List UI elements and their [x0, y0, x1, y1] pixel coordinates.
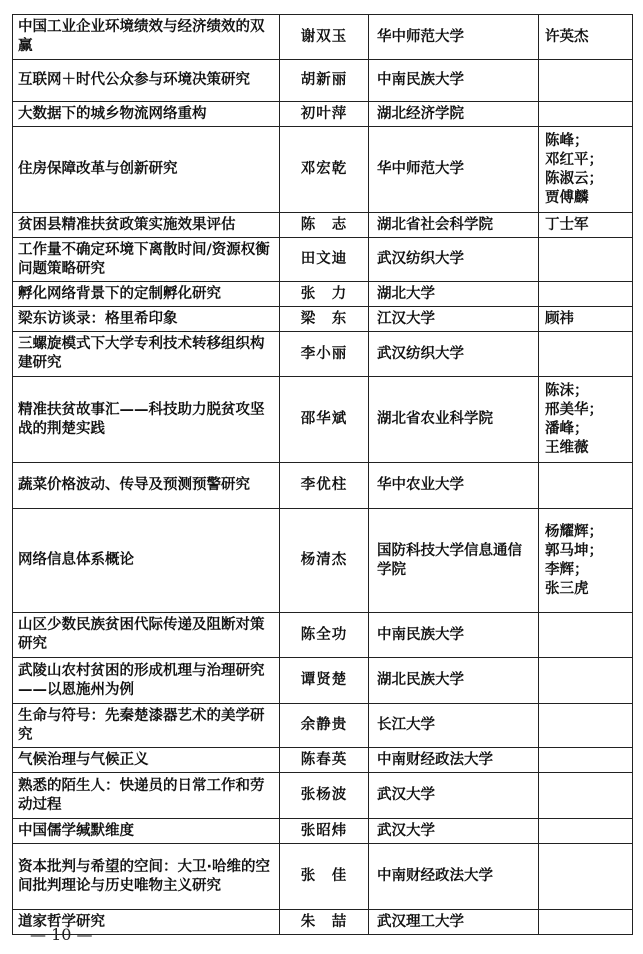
table-row	[13, 15, 633, 60]
cooperators-cell	[539, 15, 633, 60]
institution-cell: 华中师范大学	[369, 15, 539, 60]
table-row	[13, 332, 633, 377]
principal-name-cell: 余静贵	[280, 704, 369, 748]
project-title-cell: 精准扶贫故事汇——科技助力脱贫攻坚战的荆楚实践	[13, 377, 280, 463]
institution-cell: 湖北省社会科学院	[369, 213, 539, 238]
institution-cell: 中南民族大学	[369, 60, 539, 102]
cooperators-cell	[539, 307, 633, 332]
table-row	[13, 658, 633, 704]
table-row	[13, 377, 633, 463]
cooperators-cell	[539, 819, 633, 844]
principal-name-cell: 胡新丽	[280, 60, 369, 102]
cooperator-name: 许英杰	[545, 28, 589, 45]
institution-cell: 中南民族大学	[369, 613, 539, 658]
institution-cell: 武汉纺织大学	[369, 332, 539, 377]
cooperators-cell	[539, 748, 633, 773]
project-title-cell: 贫困县精准扶贫政策实施效果评估	[13, 213, 280, 238]
principal-name-cell: 张 佳	[280, 844, 369, 910]
institution-cell: 武汉理工大学	[369, 910, 539, 935]
institution-cell: 华中师范大学	[369, 127, 539, 213]
cooperator-name: 邢美华；	[545, 401, 603, 418]
table-row	[13, 748, 633, 773]
cooperators-cell	[539, 704, 633, 748]
cooperator-name: 郭马坤；	[545, 542, 603, 559]
project-title-cell: 梁东访谈录：格里希印象	[13, 307, 280, 332]
cooperator-name: 潘峰；	[545, 420, 589, 437]
cooperator-name: 杨耀辉；	[545, 523, 603, 540]
principal-name-cell: 李小丽	[280, 332, 369, 377]
institution-cell: 湖北大学	[369, 282, 539, 307]
institution-cell: 武汉纺织大学	[369, 238, 539, 282]
project-title-cell: 孵化网络背景下的定制孵化研究	[13, 282, 280, 307]
table-row	[13, 60, 633, 102]
cooperator-name: 王维薇	[545, 439, 589, 456]
principal-name-cell: 邵华斌	[280, 377, 369, 463]
cooperators-cell	[539, 127, 633, 213]
cooperators-cell	[539, 773, 633, 819]
table-row	[13, 509, 633, 613]
principal-name-cell: 朱 喆	[280, 910, 369, 935]
principal-name-cell: 张杨波	[280, 773, 369, 819]
results-table-container	[12, 14, 632, 935]
project-title-cell: 三螺旋模式下大学专利技术转移组织构建研究	[13, 332, 280, 377]
table-row	[13, 819, 633, 844]
cooperator-name: 邓红平；	[545, 151, 603, 168]
principal-name-cell: 陈全功	[280, 613, 369, 658]
institution-cell: 华中农业大学	[369, 463, 539, 509]
table-row	[13, 213, 633, 238]
principal-name-cell: 谭贤楚	[280, 658, 369, 704]
principal-name-cell: 陈 志	[280, 213, 369, 238]
project-title-cell: 道家哲学研究	[13, 910, 280, 935]
institution-cell: 中南财经政法大学	[369, 748, 539, 773]
cooperators-cell	[539, 844, 633, 910]
cooperator-name: 李辉；	[545, 561, 589, 578]
cooperator-name: 顾祎	[545, 310, 574, 327]
project-title-cell: 住房保障改革与创新研究	[13, 127, 280, 213]
project-title-cell: 蔬菜价格波动、传导及预测预警研究	[13, 463, 280, 509]
cooperators-cell	[539, 332, 633, 377]
results-table	[12, 14, 633, 935]
principal-name-cell: 张昭炜	[280, 819, 369, 844]
principal-name-cell: 张 力	[280, 282, 369, 307]
project-title-cell: 大数据下的城乡物流网络重构	[13, 102, 280, 127]
cooperators-cell	[539, 377, 633, 463]
results-table-body	[13, 15, 633, 935]
institution-cell: 湖北民族大学	[369, 658, 539, 704]
principal-name-cell: 杨清杰	[280, 509, 369, 613]
principal-name-cell: 陈春英	[280, 748, 369, 773]
table-row	[13, 307, 633, 332]
cooperators-cell	[539, 238, 633, 282]
cooperator-name: 陈峰；	[545, 132, 589, 149]
cooperators-cell	[539, 60, 633, 102]
principal-name-cell: 谢双玉	[280, 15, 369, 60]
project-title-cell: 气候治理与气候正义	[13, 748, 280, 773]
project-title-cell: 工作量不确定环境下离散时间/资源权衡问题策略研究	[13, 238, 280, 282]
table-row	[13, 613, 633, 658]
institution-cell: 中南财经政法大学	[369, 844, 539, 910]
cooperators-cell	[539, 658, 633, 704]
cooperators-cell	[539, 282, 633, 307]
institution-cell: 武汉大学	[369, 773, 539, 819]
cooperator-name: 陈沫；	[545, 382, 589, 399]
table-row	[13, 910, 633, 935]
project-title-cell: 熟悉的陌生人：快递员的日常工作和劳动过程	[13, 773, 280, 819]
cooperators-cell	[539, 213, 633, 238]
cooperator-name: 陈淑云；	[545, 170, 603, 187]
table-row	[13, 282, 633, 307]
principal-name-cell: 李优柱	[280, 463, 369, 509]
institution-cell: 江汉大学	[369, 307, 539, 332]
table-row	[13, 704, 633, 748]
table-row	[13, 463, 633, 509]
principal-name-cell: 田文迪	[280, 238, 369, 282]
cooperator-name: 丁士军	[545, 216, 589, 233]
project-title-cell: 中国工业企业环境绩效与经济绩效的双赢	[13, 15, 280, 60]
table-row	[13, 127, 633, 213]
project-title-cell: 武陵山农村贫困的形成机理与治理研究——以恩施州为例	[13, 658, 280, 704]
project-title-cell: 互联网＋时代公众参与环境决策研究	[13, 60, 280, 102]
cooperator-name: 张三虎	[545, 580, 589, 597]
cooperator-name: 贾傅麟	[545, 189, 589, 206]
project-title-cell: 中国儒学缄默维度	[13, 819, 280, 844]
table-row	[13, 238, 633, 282]
cooperators-cell	[539, 509, 633, 613]
cooperators-cell	[539, 910, 633, 935]
principal-name-cell: 邓宏乾	[280, 127, 369, 213]
project-title-cell: 山区少数民族贫困代际传递及阻断对策研究	[13, 613, 280, 658]
principal-name-cell: 梁 东	[280, 307, 369, 332]
project-title-cell: 生命与符号：先秦楚漆器艺术的美学研究	[13, 704, 280, 748]
page-number: — 10 —	[30, 925, 93, 944]
institution-cell: 长江大学	[369, 704, 539, 748]
cooperators-cell	[539, 463, 633, 509]
institution-cell: 湖北经济学院	[369, 102, 539, 127]
table-row	[13, 773, 633, 819]
cooperators-cell	[539, 613, 633, 658]
cooperators-cell	[539, 102, 633, 127]
table-row	[13, 102, 633, 127]
project-title-cell: 资本批判与希望的空间：大卫·哈维的空间批判理论与历史唯物主义研究	[13, 844, 280, 910]
institution-cell: 湖北省农业科学院	[369, 377, 539, 463]
principal-name-cell: 初叶萍	[280, 102, 369, 127]
institution-cell: 国防科技大学信息通信学院	[369, 509, 539, 613]
table-row	[13, 844, 633, 910]
project-title-cell: 网络信息体系概论	[13, 509, 280, 613]
institution-cell: 武汉大学	[369, 819, 539, 844]
